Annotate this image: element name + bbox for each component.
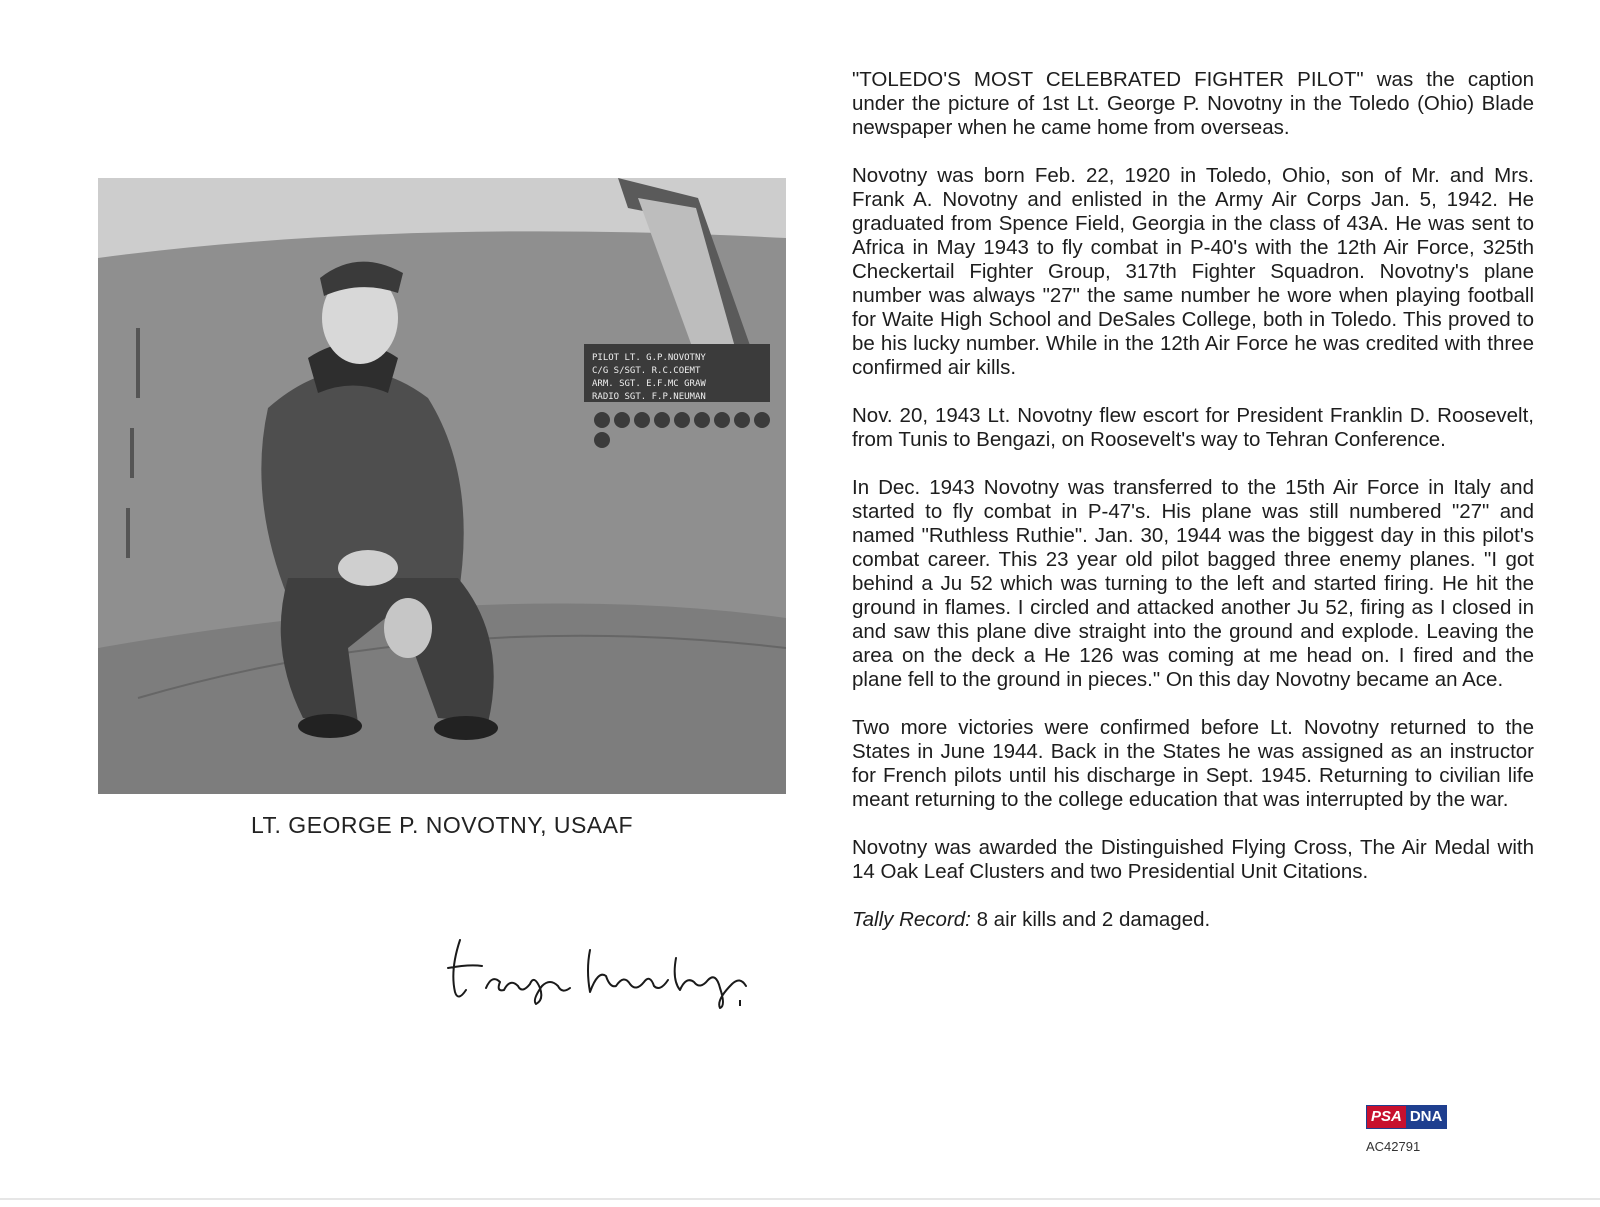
psa-dna-logo <box>1366 1105 1447 1129</box>
nose-art-line-1: PILOT LT. G.P.NOVOTNY <box>592 353 706 363</box>
handwritten-signature <box>440 930 780 1015</box>
photo-caption: LT. GEORGE P. NOVOTNY, USAAF <box>250 812 634 838</box>
article-paragraph-2: Novotny was born Feb. 22, 1920 in Toledo, Ohio, son of Mr. and Mrs. Frank A. Novotny and enlisted in the Army Air Corps Jan. 5, 1942. He graduated from Spence Field, Georgia in the class of 43A. He was sent to Africa in May 1943 to fly combat in P-40's with the 12th Air Force, 325th Checkertail Fighter Group, 317th Fighter Squadron. Novotny's plane number was always "27" the same number he wore when playing football for Waite High School and DeSales College, both in Toledo. This proved to be his lucky number. While in the 12th Air Force he was credited with three confirmed air kills. <box>852 164 1534 379</box>
page-edge <box>0 1198 1600 1200</box>
article-paragraph-6: Novotny was awarded the Distinguished Flying Cross, The Air Medal with 14 Oak Leaf Clusters and two Presidential Unit Citations. <box>852 836 1534 883</box>
tally-label: Tally Record: <box>852 908 971 931</box>
article-paragraph-1: "TOLEDO'S MOST CELEBRATED FIGHTER PILOT" was the caption under the picture of 1st Lt. George P. Novotny in the Toledo (Ohio) Blade newspaper when he came home from overseas. <box>852 68 1534 139</box>
article-paragraph-4: In Dec. 1943 Novotny was transferred to the 15th Air Force in Italy and started to fly combat in P-47's. His plane was still numbered "27" and named "Ruthless Ruthie". Jan. 30, 1944 was the biggest day in this pilot's combat career. This 23 year old pilot bagged three enemy planes. "I got behind a Ju 52 which was turning to the left and started firing. He hit the ground in flames. I circled and attacked another Ju 52, firing as I closed in and saw this plane dive straight into the ground and explode. Leaving the area on the deck a He 126 was coming at me head on. I fired and the plane fell to the ground in pieces." On this day Novotny became an Ace. <box>852 476 1534 691</box>
nose-art-line-3: ARM. SGT. E.F.MC GRAW <box>592 379 706 389</box>
article-text <box>852 68 1534 932</box>
dna-logo-text: DNA <box>1406 1106 1447 1128</box>
psa-logo-text: PSA <box>1367 1106 1406 1128</box>
tally-record <box>852 908 1534 932</box>
article-paragraph-3: Nov. 20, 1943 Lt. Novotny flew escort for President Franklin D. Roosevelt, from Tunis to Bengazi, on Roosevelt's way to Tehran Conference. <box>852 404 1534 451</box>
nose-art-line-4: RADIO SGT. F.P.NEUMAN <box>592 392 706 402</box>
article-paragraph-5: Two more victories were confirmed before Lt. Novotny returned to the States in June 1944. Back in the States he was assigned as an instructor for French pilots until his discharge in Sept. 1945. Returning to civilian life meant returning to the college education that was interrupted by the war. <box>852 716 1534 811</box>
photo-illustration <box>98 178 786 794</box>
nose-art-line-2: C/G S/SGT. R.C.COEMT <box>592 366 701 376</box>
certification-number: AC42791 <box>1366 1139 1421 1154</box>
pilot-photograph <box>98 178 786 794</box>
tally-value: 8 air kills and 2 damaged. <box>970 908 1211 931</box>
